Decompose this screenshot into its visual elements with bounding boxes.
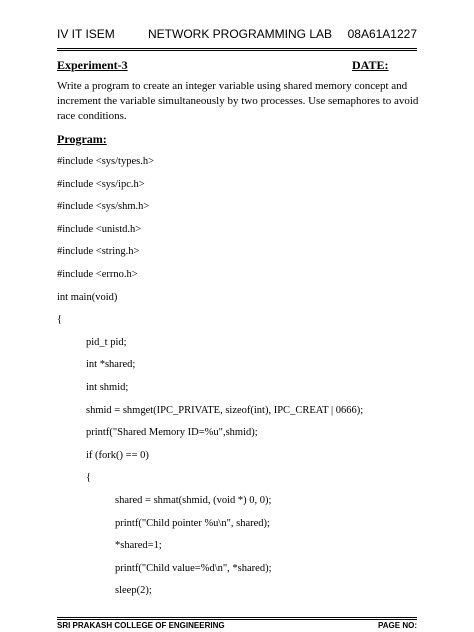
footer-page-number: PAGE NO: [378,621,417,630]
code-line: #include <sys/types.h> [57,156,155,167]
header-roll-number: 08A61A1227 [347,27,417,41]
footer-divider-double [57,619,417,620]
code-line: int shmid; [86,382,129,393]
page-footer [57,621,417,632]
code-line: pid_t pid; [86,336,127,348]
code-line: #include <unistd.h> [57,223,142,235]
code-line: *shared=1; [115,540,162,552]
program-heading: Program: [57,132,107,146]
page-header [57,27,417,45]
experiment-title: Experiment-3 [57,58,128,72]
code-line: int *shared; [86,359,136,371]
code-line: #include <sys/ipc.h> [57,178,145,190]
code-line: #include <errno.h> [57,269,138,280]
aim-paragraph: Write a program to create an integer variable using shared memory concept and increment the variable simultaneously by two processes. Use semaphores to avoid race conditions. [57,80,419,122]
header-divider-double [57,50,417,51]
code-line: #include <sys/shm.h> [57,201,150,213]
date-label: DATE: [352,58,389,72]
code-line: { [86,472,92,484]
code-line: printf("Shared Memory ID=%u",shmid); [86,427,258,439]
footer-college-name: SRI PRAKASH COLLEGE OF ENGINEERING [57,621,225,630]
header-lab-title: NETWORK PROGRAMMING LAB [148,27,333,41]
header-class-label: IV IT ISEM [57,27,115,41]
code-line: if (fork() == 0) [86,449,149,461]
code-line: shmid = shmget(IPC_PRIVATE, sizeof(int), IPC_CREAT | 0666); [86,404,364,416]
code-line: printf("Child pointer %u\n", shared); [115,517,270,529]
code-line: printf("Child value=%d\n", *shared); [115,562,272,574]
code-line: int main(void) [57,291,118,303]
header-divider [57,48,417,49]
footer-divider [57,617,417,618]
code-line: sleep(2); [115,585,152,597]
code-line: { [57,314,63,326]
code-line: shared = shmat(shmid, (void *) 0, 0); [115,495,272,506]
code-line: #include <string.h> [57,246,140,258]
